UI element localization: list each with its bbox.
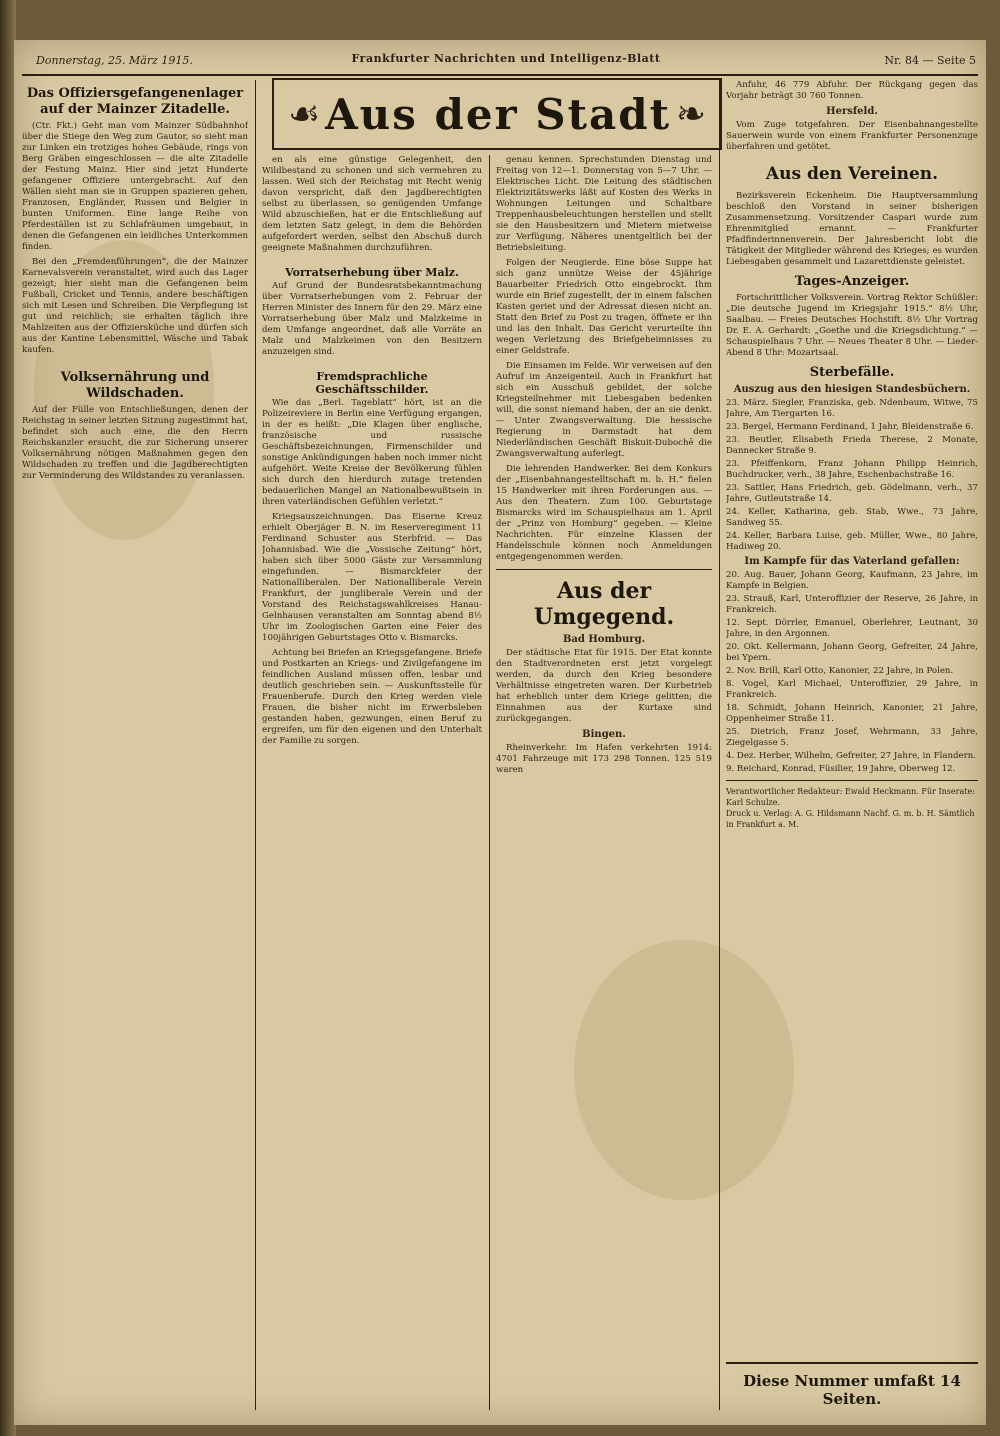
issue-date: Donnerstag, 25. März 1915.	[36, 54, 193, 67]
page-count-note: Diese Nummer umfaßt 14 Seiten.	[743, 1372, 961, 1408]
column-1	[22, 80, 248, 1410]
article-text: genau kennen. Sprechstunden Dienstag und Freitag von 12—1. Donnerstag von 5—7 Uhr. — Elektrisches Licht. Die Leitung des städtischen Elektrizitätswerks läßt auf Kosten des Werks in Wohnungen Leitungen und Schaltbare Treppenhausbeleuchtungen herstellen und stellt sie den Hausbesitzern und Mietern mietweise zur Verfügung. Näheres unentgeltlich bei der Betriebsleitung.	[496, 155, 712, 253]
article-text: Auf der Fülle von Entschließungen, denen der Reichstag in seiner letzten Sitzung zugestimmt hat, befindet sich auch eine, die den Herrn Reichskanzler ersucht, die zur Sicherung unserer Volksernährung nötigen Maßnahmen gegen den Wildschaden zu treffen und die Jagdberechtigten zur Verminderung des Wildstandes zu veranlassen.	[22, 405, 248, 481]
header-rule	[22, 74, 978, 76]
article-text: Bezirksverein Eckenheim. Die Hauptversammlung beschloß den Vorstand in seiner bisherigen Zusammensetzung. Vorsitzender Caspari wurde zum Ehrenmitglied ernannt. — Frankfurter Pfadfinderinnenverein. Der Jahresbericht lobt die Tätigkeit der Mitglieder während des Krieges; es wurden Liebesgaben gesammelt und Lazarettdienste geleistet.	[726, 191, 978, 267]
column-3	[496, 155, 712, 1410]
article-text: Bei den „Fremdenführungen“, die der Mainzer Karnevalsverein veranstaltet, wird auch das Lager gezeigt; hier sieht man die Gefangenen beim Fußball, Cricket und Tennis, andere beschäftigen sich mit Lesen und Schreiben. Die Verpflegung ist gut und reichlich; sie erhalten täglich ihre Mahlzeiten aus der Offiziersküche und dürfen sich aus der Kantine Lebensmittel, Wäsche und Tabak kaufen.	[22, 257, 248, 355]
article-text: en als eine günstige Gelegenheit, den Wildbestand zu schonen und sich vermehren zu lassen. Weil sich der Reichstag mit Recht wenig davon verspricht, daß den Jagdberechtigten selbst zu überlassen, so genügenden Umfange Wild abzuschießen, hat er die Entschließung auf dem letzten Satz gelegt, in dem die Behörden aufgefordert werden, selbst den Abschuß durch geeignete Maßnahmen durchzuführen.	[262, 155, 482, 253]
list-item: 18. Schmidt, Johann Heinrich, Kanonier, 21 Jahre, Oppenheimer Straße 11.	[726, 703, 978, 724]
list-item: 25. Dietrich, Franz Josef, Wehrmann, 33 Jahre, Ziegelgasse 5.	[726, 727, 978, 748]
article-text: Vom Zuge totgefahren. Der Eisenbahnangestellte Sauerwein wurde von einem Frankfurter Personenzuge überfahren und getötet.	[726, 120, 978, 152]
place-heading: Bad Homburg.	[562, 634, 646, 645]
article-text: Der städtische Etat für 1915. Der Etat konnte den Stadtverordneten erst jetzt vorgelegt werden, da durch den Krieg besondere Verhältnisse eingetreten waren. Der Kurbetrieb hat erheblich unter dem Kriege gelitten; die Einnahmen aus der Kurtaxe sind zurückgegangen.	[496, 648, 712, 724]
list-item: 8. Vogel, Karl Michael, Unteroffizier, 29 Jahre, in Frankreich.	[726, 679, 978, 700]
list-item: 23. Strauß, Karl, Unteroffizier der Reserve, 26 Jahre, in Frankreich.	[726, 594, 978, 615]
closing-rule	[726, 1362, 978, 1364]
list-item: 9. Reichard, Konrad, Füsilier, 19 Jahre, Oberweg 12.	[726, 764, 956, 774]
section-heading-vereine: Aus den Vereinen.	[765, 164, 939, 184]
column-rule	[255, 80, 256, 1410]
article-heading: Das Offiziersgefangenenlager auf der Mainzer Zitadelle.	[26, 86, 244, 117]
ornament-left-icon: ☙	[288, 93, 321, 135]
article-text: Wie das „Berl. Tageblatt“ hört, ist an die Polizeireviere in Berlin eine Verfügung ergangen, in der es heißt: „Die Klagen über englische, französische und russische Geschäftsbezeichnungen, Firmenschilder und sonstige Ankündigungen haben noch immer nicht aufgehört. Weite Kreise der Bevölkerung fühlen sich durch den hierdurch zutage tretenden bedauerlichen Mangel an Nationalbewußtsein in ihren vaterländischen Gefühlen verletzt.“	[262, 398, 482, 507]
section-heading-tagesanzeiger: Tages-Anzeiger.	[794, 274, 910, 289]
list-item: 2. Nov. Brill, Karl Otto, Kanonier, 22 Jahre, in Polen.	[726, 666, 954, 676]
article-text: Achtung bei Briefen an Kriegsgefangene. Briefe und Postkarten an Kriegs- und Zivilgefangene im feindlichen Ausland müssen offen, lesbar und deutlich geschrieben sein. — Auskunftsstelle für Frauenberufe. Durch den Krieg werden viele Frauen, die bisher nicht im Erwerbsleben gestanden haben, gezwungen, einen Beruf zu ergreifen, um für den eigenen und den Unterhalt der Familie zu sorgen.	[262, 648, 482, 746]
list-item: 4. Dez. Herber, Wilhelm, Gefreiter, 27 Jahre, in Flandern.	[726, 751, 976, 761]
printer-note: Druck u. Verlag: A. G. Hildsmann Nachf. G. m. b. H. Sämtlich in Frankfurt a. M.	[726, 809, 975, 829]
page-number: Nr. 84 — Seite 5	[884, 54, 976, 67]
section-banner	[272, 78, 722, 150]
article-text: Fortschrittlicher Volksverein. Vortrag Rektor Schüßler: „Die deutsche Jugend im Kriegsjahr 1915.“ 8½ Uhr, Saalbau. — Freies Deutsches Hochstift. 8½ Uhr Vortrag Dr. E. A. Gerhardt: „Goethe und die Kriegsdichtung.“ — Schauspielhaus 7 Uhr. — Neues Theater 8 Uhr. — Lieder-Abend 8 Uhr: Mozartsaal.	[726, 293, 978, 358]
list-item: 20. Okt. Kellermann, Johann Georg, Gefreiter, 24 Jahre, bei Ypern.	[726, 642, 978, 663]
column-2	[262, 155, 482, 1410]
list-item: 23. Bergel, Hermann Ferdinand, 1 Jahr, Bleidenstraße 6.	[726, 422, 974, 432]
ornament-right-icon: ❧	[675, 93, 706, 135]
article-text: Folgen der Neugierde. Eine böse Suppe hat sich ganz unnütze Weise der 45jährige Bauarbeiter Friedrich Otto eingebrockt. Ihm wurde ein Brief zugestellt, der in einem falschen Kasten geriet und der Adressat diesen nicht an. Statt den Brief zu Post zu tragen, öffnete er ihn und las den Inhalt. Das Gericht verurteilte ihn wegen Verletzung des Briefgeheimnisses zu einer Geldstrafe.	[496, 258, 712, 356]
column-4	[726, 80, 978, 1370]
list-item: 23. Pfeiffenkorn, Franz Johann Philipp Heinrich, Buchdrucker, verh., 38 Jahre, Eschenbachstraße 16.	[726, 459, 978, 480]
footer-rule	[726, 780, 978, 781]
fallen-list	[726, 570, 978, 775]
section-heading-umgegend: Aus der Umgegend.	[533, 578, 675, 630]
page-header	[36, 50, 976, 72]
list-item: 23. Beutler, Elisabeth Frieda Therese, 2 Monate, Dannecker Straße 9.	[726, 435, 978, 456]
deaths-subheading: Auszug aus den hiesigen Standesbüchern.	[733, 384, 971, 395]
deaths-list	[726, 398, 978, 553]
article-heading: Fremdsprachliche Geschäftsschilder.	[315, 370, 429, 396]
list-item: 23. März. Siegler, Franziska, geb. Ndenbaum, Witwe, 75 Jahre, Am Tiergarten 16.	[726, 398, 978, 419]
column-rule	[489, 155, 490, 1410]
article-text: Die lehrenden Handwerker. Bei dem Konkurs der „Eisenbahnangestelltschaft m. b. H.“ fielen 15 Handwerker mit ihren Forderungen aus. — Aus den Theatern. Zum 100. Geburtstage Bismarcks wird im Schauspielhaus am 1. April der „Prinz von Homburg“ gegeben. — Kleine Nachrichten. Für einzelne Klassen der Handelsschule können noch Anmeldungen entgegengenommen werden.	[496, 464, 712, 562]
article-text: Rheinverkehr. Im Hafen verkehrten 1914: 4701 Fahrzeuge mit 173 298 Tonnen. 125 519 waren	[496, 743, 712, 775]
article-heading: Vorratserhebung über Malz.	[285, 266, 459, 279]
article-text: Auf Grund der Bundesratsbekanntmachung über Vorratserhebungen vom 2. Februar der Herren Minister des Innern für den 29. März eine Vorratserhebung über Malz und Malzkeime in dem Umfange angeordnet, daß alle Vorräte an Malz und Malzkeimen von den Besitzern anzuzeigen sind.	[262, 281, 482, 357]
article-text: Die Einsamen im Felde. Wir verweisen auf den Aufruf im Anzeigenteil. Auch in Frankfurt hat sich ein Ausschuß gebildet, der solche Kriegsteilnehmer mit Liebesgaben bedenken will, die sonst niemand haben, der an sie denkt. — Unter Zwangsverwaltung. Die hessische Regierung in Darmstadt hat dem Niederländischen Geschäft Biskuit-Dubochē die Zwangsverwaltung auferlegt.	[496, 361, 712, 459]
masthead: Frankfurter Nachrichten und Intelligenz-Blatt	[351, 52, 661, 65]
column-rule	[719, 80, 720, 1410]
fallen-subheading: Im Kampfe für das Vaterland gefallen:	[744, 556, 960, 567]
section-title: Aus der Stadt	[325, 89, 672, 139]
list-item: 24. Keller, Katharina, geb. Stab, Wwe., 73 Jahre, Sandweg 55.	[726, 507, 978, 528]
article-text: Anfuhr, 46 779 Abfuhr. Der Rückgang gegen das Vorjahr beträgt 30 760 Tonnen.	[726, 80, 978, 101]
editor-note: Verantwortlicher Redakteur: Ewald Heckmann. Für Inserate: Karl Schulze.	[726, 787, 975, 807]
newspaper-page	[14, 40, 986, 1425]
article-text: (Ctr. Fkt.) Geht man vom Mainzer Südbahnhof über die Stiege den Weg zum Gautor, so sieht man zur Linken ein trotziges hohes Gebäude, rings von Berg Gräben eingeschlossen — die alte Zitadelle der Festung Mainz. Hier sind jetzt Hunderte gefangener Offiziere untergebracht. Auf den Wällen sieht man sie in Gruppen spazieren gehen, Franzosen, Engländer, Russen und Belgier in bunten Uniformen. Eine lange Reihe von Pferdeställen ist zu Schlafräumen umgebaut, in denen die Gefangenen ein leidliches Unterkommen finden.	[22, 121, 248, 252]
article-heading: Volksernährung und Wildschaden.	[60, 370, 210, 401]
list-item: 20. Aug. Bauer, Johann Georg, Kaufmann, 23 Jahre, im Kampfe in Belgien.	[726, 570, 978, 591]
place-heading: Hersfeld.	[826, 106, 878, 117]
list-item: 24. Keller, Barbara Luise, geb. Müller, Wwe., 80 Jahre, Hadiweg 20.	[726, 531, 978, 552]
section-rule	[496, 569, 712, 570]
article-text: Kriegsauszeichnungen. Das Eiserne Kreuz erhielt Oberjäger B. N. im Reserveregiment 11 Ferdinand Schuster aus Sterbfrid. — Das Johannisbad. Wie die „Vossische Zeitung“ hört, haben sich über 5000 Gäste zur Versammlung eingefunden. — Bismarckfeier der Nationalliberalen. Der Nationalliberale Verein Frankfurt, der jungliberale Verein und der Vorstand des Reichstagswahlkreises Hanau-Gelnhausen veranstalten am Sonntag abend 8½ Uhr im Zoologischen Garten eine Feier des 100jährigen Geburtstages Otto v. Bismarcks.	[262, 512, 482, 643]
list-item: 23. Sattler, Hans Friedrich, geb. Gödelmann, verh., 37 Jahre, Gutleutstraße 14.	[726, 483, 978, 504]
list-item: 12. Sept. Dörrler, Emanuel, Oberlehrer, Leutnant, 30 Jahre, in den Argonnen.	[726, 618, 978, 639]
section-heading-sterbefaelle: Sterbefälle.	[809, 365, 895, 380]
place-heading: Bingen.	[582, 729, 626, 740]
